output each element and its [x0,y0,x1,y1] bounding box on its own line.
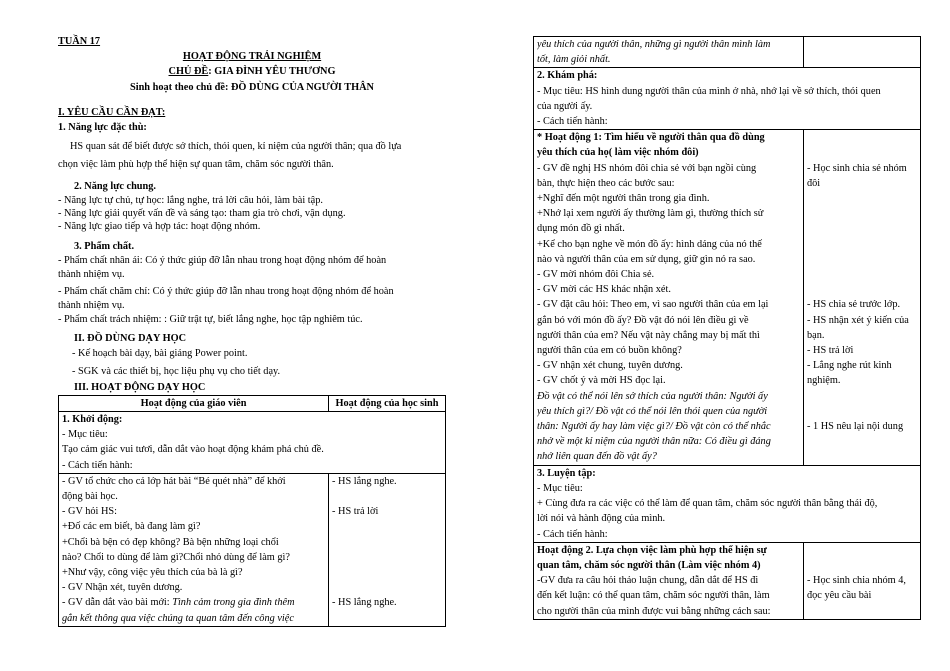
list-item: - Năng lực giải quyết vấn đề và sáng tạo: tham gia trò chơi, vận dụng. [58,207,346,219]
section-materials: II. ĐỒ DÙNG DẠY HỌC [74,333,187,345]
table-row [59,412,446,474]
table-header-row [59,395,446,411]
list-item: - Năng lực giao tiếp và hợp tác: hoạt động nhóm. [58,220,261,232]
right-page [533,36,921,620]
para-line: HS quan sát để biết được sở thích, thói quen, kỉ niệm của người thân; qua đồ lựa [70,141,402,153]
column-header-student: Hoạt động của học sinh [329,395,446,411]
week-label: TUẦN 17 [58,36,101,47]
section-activities: III. HOẠT ĐỘNG DẠY HỌC [74,381,206,393]
list-item: - Phẩm chất chăm chỉ: Có ý thức giúp đỡ lẫn nhau trong hoạt động nhóm để hoàn [58,286,394,298]
sub-general-competence: 2. Năng lực chung. [74,180,156,192]
teacher-cell: * Hoạt động 1: Tìm hiểu về người thân qua đồ dùng yêu thích của họ( làm việc nhóm đôi) - GV đề nghị HS nhóm đôi chia sẻ với bạn ngồi cùng bàn, thực hiện theo các bước sau: +Nghĩ đến một người thân trong gia đình. +Nhớ lại xem người ấy thường làm gì, thường thích sử dụng món đồ gì nhất. +Kể cho bạn nghe về món đồ ấy: hình dáng của nó thế nào và người thân của em sử dụng, giữ gìn nó ra sao. - GV mời nhóm đôi Chia sẻ. - GV mời các HS khác nhận xét. - GV đặt câu hỏi: Theo em, vì sao người thân của em lại gắn bó với món đồ ấy? Đồ vật đó nói lên điều gì về người thân của em? Nếu vật này chẳng may bị mất thì người thân của em có buồn không? - GV nhận xét chung, tuyên dương. - GV chốt ý và mời HS đọc lại. Đồ vật có thể nói lên sở thích của người thân: Người ấy yêu thích gì?/ Đồ vật có thể nói lên thói quen của người thân: Người ấy hay làm việc gì?/ Đồ vật còn có thể nhắc nhở về một kỉ niệm của người thân nữa: Có điều gì đáng nhớ liên quan đến đồ vật ấy? [534,130,804,465]
table-row [534,37,921,68]
student-cell [804,37,921,68]
header-subtopic: Sinh hoạt theo chủ đề: ĐỒ DÙNG CỦA NGƯỜI THÂN [129,81,374,93]
list-item: - Phẩm chất trách nhiệm: : Giữ trật tự, biết lắng nghe, học tập nghiêm túc. [58,314,363,326]
table-row [534,542,921,619]
teacher-cell: Hoạt động 2. Lựa chọn việc làm phù hợp thể hiện sự quan tâm, chăm sóc người thân (Làm việc nhóm 4) -GV đưa ra câu hỏi thảo luận chung, dẫn dắt để HS đi đến kết luận: có thể quan tâm, chăm sóc người thân, làm cho người thân của mình được vui bằng những cách sau: [534,542,804,619]
sub-qualities: 3. Phẩm chất. [74,240,135,252]
list-item: - Năng lực tự chủ, tự học: lắng nghe, trả lời câu hỏi, làm bài tập. [58,194,323,206]
list-item: - SGK và các thiết bị, học liệu phụ vụ cho tiết dạy. [72,366,281,378]
list-item: thành nhiệm vụ. [58,300,125,312]
sub-specific-competence: 1. Năng lực đặc thù: [58,122,147,134]
warmup-cell: 1. Khởi động: - Mục tiêu: Tạo cảm giác vui tươi, dẫn dắt vào hoạt động khám phá chủ đề. - Cách tiến hành: [59,412,446,474]
table-row [534,68,921,130]
table-row [534,130,921,465]
section-requirements: I. YÊU CẦU CẦN ĐẠT: [58,106,166,118]
list-item: - Phẩm chất nhân ái: Có ý thức giúp đỡ lẫn nhau trong hoạt động nhóm để hoàn [58,255,387,267]
student-cell: - Học sinh chia nhóm 4, đọc yêu cầu bài [804,542,921,619]
para-line: chọn việc làm phù hợp thể hiện sự quan tâm, chăm sóc người thân. [58,159,334,171]
table-row [59,473,446,626]
activities-table-left [58,395,446,627]
header-topic: CHỦ ĐỀ: GIA ĐÌNH YÊU THƯƠNG [168,66,336,78]
explore-cell: 2. Khám phá: - Mục tiêu: HS hình dung người thân của mình ở nhà, nhớ lại về sở thích, thói quen của người ấy. - Cách tiến hành: [534,68,921,130]
qualities-list [58,254,446,327]
activities-table-right [533,36,921,620]
list-item: thành nhiệm vụ. [58,269,125,281]
teacher-cell: yêu thích của người thân, những gì người thân mình làm tốt, làm giỏi nhất. [534,37,804,68]
column-header-teacher: Hoạt động của giáo viên [59,395,329,411]
practice-cell: 3. Luyện tập: - Mục tiêu: + Cùng đưa ra các việc có thể làm để quan tâm, chăm sóc người thân bằng thái độ, lời nói và hành động của mình. - Cách tiến hành: [534,465,921,542]
teacher-cell: - GV tổ chức cho cả lớp hát bài “Bé quét nhà” để khởi động bài học. - GV hỏi HS: +Đố các em biết, bà đang làm gì? +Chổi bà bện có đẹp không? Bà bện những loại chổi nào? Chổi to dùng để làm gì?Chổi nhỏ dùng để làm gì? +Như vậy, công việc yêu thích của bà là gì? - GV Nhận xét, tuyên dương. - GV dẫn dắt vào bài mới: Tình cảm trong gia đình thêm gắn kết thông qua việc chúng ta quan tâm đến công việc [59,473,329,626]
list-item: - Kế hoạch bài dạy, bài giảng Power point. [72,348,248,360]
student-cell: - HS lắng nghe. - HS trả lời - HS lắng nghe. [329,473,446,626]
table-row [534,465,921,542]
general-competence-list [58,194,446,233]
header-title: HOẠT ĐỘNG TRẢI NGHIỆM [182,51,322,63]
left-page [58,34,446,627]
student-cell: - Học sinh chia sẻ nhóm đôi - HS chia sẻ trước lớp. - HS nhận xét ý kiến của bạn. - HS trả lời - Lắng nghe rút kinh nghiệm. - 1 HS nêu lại nội dung [804,130,921,465]
